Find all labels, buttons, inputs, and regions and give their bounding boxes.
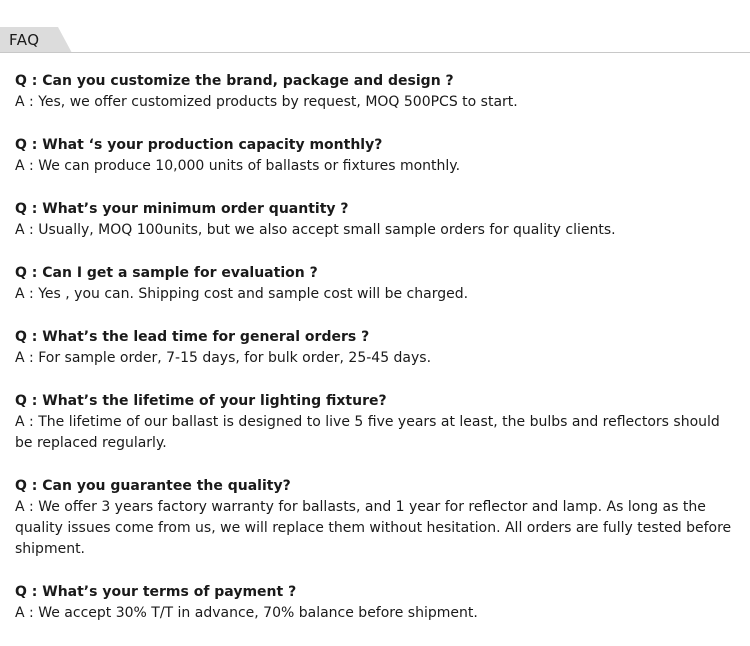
faq-question (15, 71, 740, 92)
faq-question (15, 263, 740, 284)
question-prefix: Q : (15, 201, 43, 217)
answer-text: Usually, MOQ 100units, but we also accept small sample orders for quality clients. (38, 222, 616, 238)
answer-text: For sample order, 7-15 days, for bulk order, 25-45 days. (38, 350, 432, 366)
answer-text: We can produce 10,000 units of ballasts or fixtures monthly. (38, 158, 461, 174)
faq-answer (15, 412, 740, 454)
question-text: Can you customize the brand, package and design ? (42, 73, 454, 89)
question-text: What’s the lead time for general orders ? (42, 329, 370, 345)
header-divider (0, 52, 750, 53)
answer-prefix: A : (15, 350, 39, 366)
faq-item (15, 135, 740, 177)
answer-prefix: A : (15, 499, 39, 515)
faq-question (15, 476, 740, 497)
answer-prefix: A : (15, 222, 39, 238)
faq-question (15, 199, 740, 220)
faq-answer (15, 497, 740, 560)
answer-prefix: A : (15, 414, 39, 430)
faq-question (15, 391, 740, 412)
faq-header (0, 27, 750, 53)
answer-text: The lifetime of our ballast is designed to live 5 five years at least, the bulbs and reflectors should be replaced regularly. (15, 414, 720, 451)
faq-answer (15, 603, 740, 624)
answer-text: Yes , you can. Shipping cost and sample cost will be charged. (38, 286, 469, 302)
question-prefix: Q : (15, 329, 43, 345)
faq-list (15, 71, 740, 646)
question-text: What ‘s your production capacity monthly? (42, 137, 383, 153)
faq-question (15, 582, 740, 603)
faq-answer (15, 284, 740, 305)
question-text: What’s your minimum order quantity ? (42, 201, 349, 217)
question-text: Can you guarantee the quality? (42, 478, 291, 494)
faq-item (15, 582, 740, 624)
faq-answer (15, 92, 740, 113)
answer-prefix: A : (15, 158, 39, 174)
question-prefix: Q : (15, 73, 43, 89)
question-text: What’s your terms of payment ? (42, 584, 297, 600)
faq-item (15, 71, 740, 113)
faq-answer (15, 220, 740, 241)
faq-item (15, 327, 740, 369)
faq-question (15, 327, 740, 348)
answer-prefix: A : (15, 605, 39, 621)
answer-text: We offer 3 years factory warranty for ballasts, and 1 year for reflector and lamp. As long as the quality issues come from us, we will replace them without hesitation. All orders are fully tested before shipment. (15, 499, 732, 557)
faq-item (15, 263, 740, 305)
question-prefix: Q : (15, 137, 43, 153)
answer-text: Yes, we offer customized products by request, MOQ 500PCS to start. (38, 94, 518, 110)
question-prefix: Q : (15, 584, 43, 600)
question-text: What’s the lifetime of your lighting fixture? (42, 393, 387, 409)
question-prefix: Q : (15, 393, 43, 409)
faq-item (15, 199, 740, 241)
faq-question (15, 135, 740, 156)
faq-item (15, 391, 740, 454)
question-text: Can I get a sample for evaluation ? (42, 265, 318, 281)
answer-prefix: A : (15, 286, 39, 302)
question-prefix: Q : (15, 478, 43, 494)
answer-text: We accept 30% T/T in advance, 70% balance before shipment. (38, 605, 478, 621)
faq-title: FAQ (9, 31, 40, 49)
faq-answer (15, 156, 740, 177)
answer-prefix: A : (15, 94, 39, 110)
faq-item (15, 476, 740, 560)
faq-answer (15, 348, 740, 369)
question-prefix: Q : (15, 265, 43, 281)
